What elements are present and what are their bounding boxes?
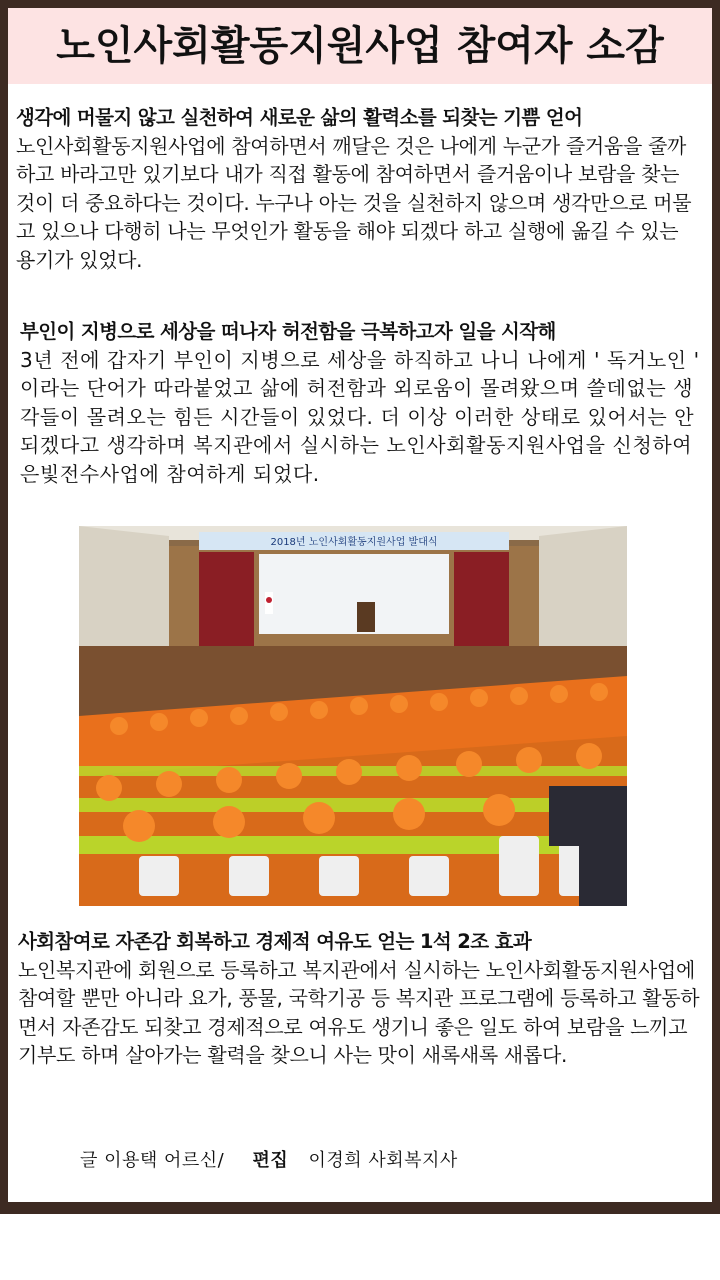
byline [80,1146,458,1172]
section-2 [20,318,700,488]
section-3-heading: 사회참여로 자존감 회복하고 경제적 여유도 얻는 1석 2조 효과 [18,930,532,953]
section-1-heading: 생각에 머물지 않고 실천하여 새로운 삶의 활력소를 되찾는 기쁨 얻어 [16,106,583,129]
section-1 [16,104,700,274]
section-1-body: 노인사회활동지원사업에 참여하면서 깨달은 것은 나에게 누군가 즐거움을 줄까 하고 바라고만 있기보다 내가 직접 활동에 참여하면서 즐거움이나 보람을 찾는 것이 더 중요하다는 것이다. 누구나 아는 것을 실천하지 않으며 생각만으로 머물고 있으나 다행히 나는 무엇인가 활동을 해야 되겠다 하고 실행에 옮길 수 있는 용기가 있었다. [16,134,692,272]
section-2-heading: 부인이 지병으로 세상을 떠나자 허전함을 극복하고자 일을 시작해 [20,320,556,343]
section-3 [18,928,704,1070]
writer-name: 이용택 어르신/ [104,1150,225,1171]
title-bar [8,8,712,84]
writer-label: 글 [80,1150,98,1171]
section-3-body: 노인복지관에 회원으로 등록하고 복지관에서 실시하는 노인사회활동지원사업에 참여할 뿐만 아니라 요가, 풍물, 국학기공 등 복지관 프로그램에 등록하고 활동하면서 자존감도 되찾고 경제적으로 여유도 생기니 좋은 일도 하여 보람을 느끼고 기부도 하며 살아가는 활력을 찾으니 사는 맛이 새록새록 새롭다. [18,958,700,1068]
page-title: 노인사회활동지원사업 참여자 소감 [56,23,664,69]
photo-banner-text: 2018년 노인사회활동지원사업 발대식 [270,537,438,548]
editor-name: 이경희 사회복지사 [308,1150,458,1171]
event-photo [79,526,627,906]
section-2-body: 3년 전에 갑자기 부인이 지병으로 세상을 하직하고 나니 나에게 ' 독거노인 ' 이라는 단어가 따라붙었고 삶에 허전함과 외로움이 몰려왔으며 쓸데없는 생각들이 몰려오는 힘든 시간들이 있었다. 더 이상 이러한 상태로 있어서는 안되겠다고 생각하며 복지관에서 실시하는 노인사회활동지원사업을 신청하여 은빛전수사업에 참여하게 되었다. [20,348,700,486]
editor-label: 편집 [252,1150,289,1171]
